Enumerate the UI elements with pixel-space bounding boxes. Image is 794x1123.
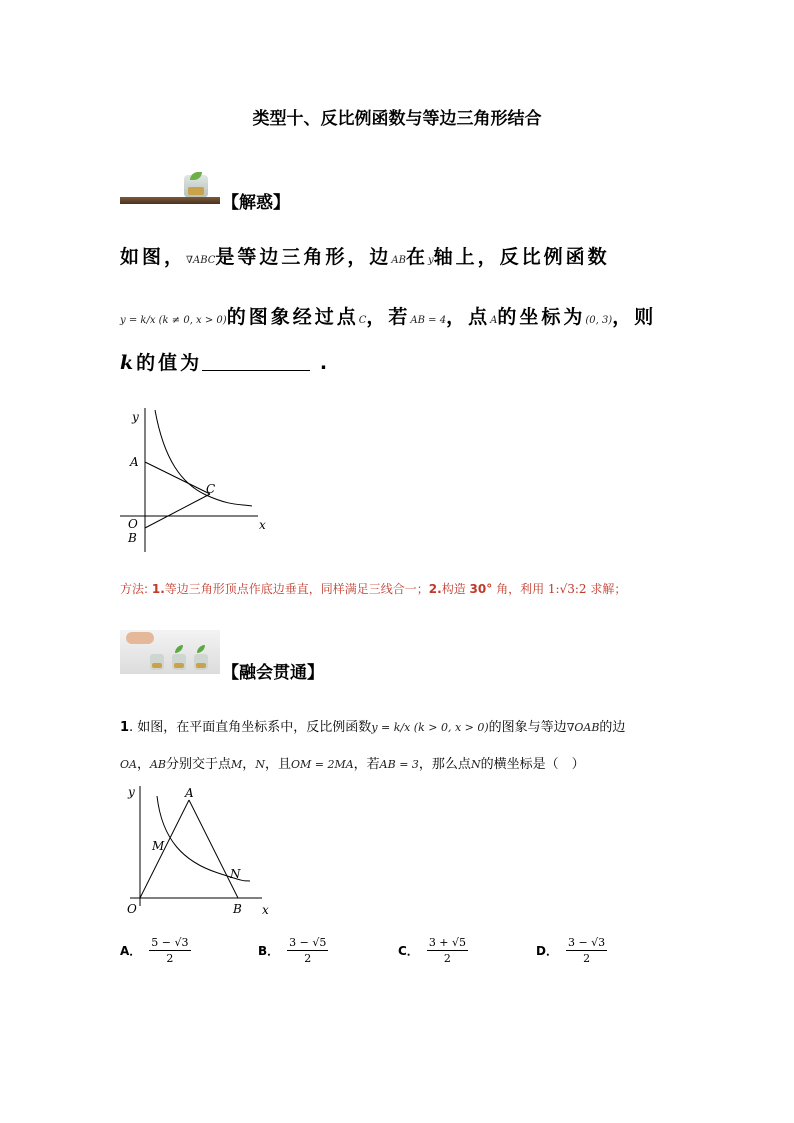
figure-1-diagram bbox=[110, 402, 280, 554]
text: 的值为 bbox=[136, 352, 203, 374]
denominator: 2 bbox=[583, 952, 591, 965]
problem-line-3 bbox=[120, 348, 330, 375]
math-ab-eq: AB = 4 bbox=[410, 315, 447, 326]
text: 的图象与等边 bbox=[488, 720, 567, 735]
option-fraction bbox=[566, 936, 607, 965]
text: ， bbox=[136, 757, 150, 772]
text: 方法: bbox=[120, 582, 152, 596]
denominator: 2 bbox=[304, 952, 312, 965]
math-a: A bbox=[490, 315, 498, 326]
text: 是等边三角形，边 bbox=[215, 246, 392, 268]
option-letter: C． bbox=[398, 944, 419, 958]
option-fraction bbox=[149, 936, 190, 965]
option-d[interactable] bbox=[536, 936, 607, 965]
option-c[interactable] bbox=[398, 936, 468, 965]
text: ，若 bbox=[353, 757, 380, 772]
numerator: 5 − √3 bbox=[151, 936, 189, 949]
math-c: C bbox=[358, 315, 367, 326]
text: 轴上，反比例函数 bbox=[433, 246, 610, 268]
label-n: N bbox=[230, 867, 241, 881]
math-coord: (0, 3) bbox=[585, 315, 613, 326]
decorative-banner-image bbox=[120, 172, 220, 204]
label-b: B bbox=[128, 531, 137, 545]
math-ratio: 1:√3:2 bbox=[547, 582, 587, 596]
text: 分别交于点 bbox=[166, 757, 232, 772]
question-number: 1 bbox=[120, 720, 130, 735]
denominator: 2 bbox=[166, 952, 174, 965]
math-m: M bbox=[231, 758, 243, 771]
math-k: k bbox=[120, 352, 137, 374]
text: ，那么点 bbox=[418, 757, 471, 772]
question-1-line-1 bbox=[120, 716, 625, 735]
label-x: x bbox=[259, 518, 266, 532]
math-om: OM = 2MA bbox=[290, 758, 354, 771]
text: 求解； bbox=[586, 582, 627, 596]
decorative-banner-image-2 bbox=[120, 630, 220, 674]
text: 角，利用 bbox=[492, 582, 548, 596]
text: ，且 bbox=[264, 757, 291, 772]
label-y: y bbox=[128, 785, 135, 799]
math-n: N bbox=[255, 758, 265, 771]
math-triangle-abc: ∇ABC bbox=[186, 255, 216, 266]
triangle-side-oa bbox=[140, 800, 189, 898]
text: ，则 bbox=[612, 306, 657, 328]
math-function: y = k/x (k > 0, x > 0) bbox=[371, 721, 489, 734]
question-1-line-2 bbox=[120, 753, 585, 772]
label-c: C bbox=[206, 482, 216, 496]
text: ，若 bbox=[366, 306, 411, 328]
numerator: 3 + √5 bbox=[428, 936, 467, 949]
text: 构造 bbox=[441, 582, 470, 596]
math-ab: AB bbox=[391, 255, 406, 266]
page-title: 类型十、反比例函数与等边三角形结合 bbox=[252, 109, 542, 129]
text: 2. bbox=[428, 582, 442, 596]
section-label: 【解惑】 bbox=[222, 193, 290, 213]
label-o: O bbox=[127, 902, 137, 916]
option-fraction bbox=[287, 936, 328, 965]
denominator: 2 bbox=[443, 952, 451, 965]
math-function: y = k/x (k ≠ 0, x > 0) bbox=[120, 315, 227, 326]
method-note bbox=[120, 580, 626, 597]
label-a: A bbox=[185, 786, 194, 800]
text: 的图象经过点 bbox=[226, 306, 359, 328]
option-letter: B． bbox=[258, 944, 280, 958]
hyperbola-curve bbox=[155, 410, 252, 506]
math-n: N bbox=[470, 758, 481, 771]
section-heading-jiehuo bbox=[222, 188, 290, 213]
option-b[interactable] bbox=[258, 936, 328, 965]
text: . 如图，在平面直角坐标系中，反比例函数 bbox=[129, 720, 372, 735]
option-fraction bbox=[427, 936, 468, 965]
label-o: O bbox=[128, 517, 138, 531]
text: 如图， bbox=[120, 246, 187, 268]
math-triangle-oab: ∇OAB bbox=[566, 721, 600, 734]
label-b: B bbox=[233, 902, 242, 916]
figure-2-diagram bbox=[112, 780, 280, 920]
option-letter: D． bbox=[536, 944, 558, 958]
text: 的横坐标是（ ） bbox=[480, 757, 585, 772]
text: 的坐标为 bbox=[497, 306, 586, 328]
text: 在 bbox=[406, 246, 429, 268]
section-heading-ronghui bbox=[222, 658, 324, 683]
text: 等边三角形顶点作底边垂直，同样满足三线合一； bbox=[164, 582, 429, 596]
math-oa: OA bbox=[120, 758, 137, 771]
label-x: x bbox=[262, 903, 269, 917]
math-y: y bbox=[428, 255, 434, 266]
text: ，点 bbox=[446, 306, 491, 328]
triangle-side-ac bbox=[145, 462, 210, 494]
numerator: 3 − √5 bbox=[289, 936, 327, 949]
section-label: 【融会贯通】 bbox=[222, 663, 324, 683]
math-ab-eq: AB = 3 bbox=[379, 758, 419, 771]
triangle-side-bc bbox=[145, 494, 210, 528]
text: 的边 bbox=[599, 720, 626, 735]
text: 1. bbox=[151, 582, 165, 596]
text: . bbox=[319, 352, 331, 374]
label-y: y bbox=[132, 410, 139, 424]
numerator: 3 − √3 bbox=[567, 936, 606, 949]
problem-line-2 bbox=[120, 302, 656, 329]
label-m: M bbox=[152, 839, 165, 853]
option-a[interactable] bbox=[120, 936, 191, 965]
option-letter: A． bbox=[120, 944, 142, 958]
text: ， bbox=[242, 757, 256, 772]
math-ab: AB bbox=[149, 758, 167, 771]
problem-line-1 bbox=[120, 242, 610, 269]
label-a: A bbox=[130, 455, 139, 469]
answer-blank[interactable] bbox=[202, 352, 310, 371]
triangle-side-ab bbox=[189, 800, 238, 898]
text: 30° bbox=[469, 582, 493, 596]
